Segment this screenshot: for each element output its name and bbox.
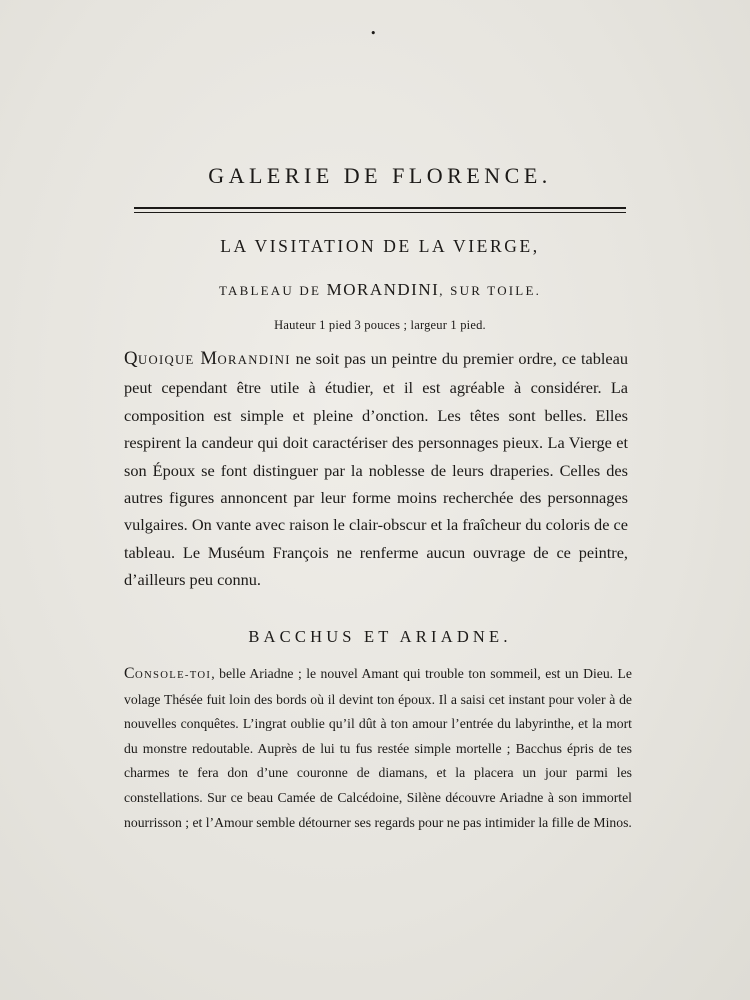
page-title: GALERIE DE FLORENCE. [208, 163, 552, 188]
subtitle-suffix: , SUR TOILE. [439, 283, 542, 298]
article1-title: LA VISITATION DE LA VIERGE, [220, 236, 540, 256]
article1-body: ne soit pas un peintre du premier ordre, ce tableau peut cependant être utile à étudier, et il est agréable à considérer. La composition est simple et pleine d’onction. Les têtes sont belles. Elles respirent la candeur qui doit caractériser des personnages pieux. La Vierge et son Époux se font distinguer par la noblesse de leurs draperies. Celles des autres figures annoncent par leur forme moins recherchée des personnages vulgaires. On vante avec raison le clair-obscur et la fraîcheur du coloris de ce tableau. Le Muséum François ne renferme aucun ouvrage de ce peintre, d’ailleurs peu connu. [124, 349, 628, 590]
article2-lead: CONSOLE-TOI [124, 665, 212, 682]
article1-paragraph [124, 345, 628, 594]
article2-body: , belle Ariadne ; le nouvel Amant qui trouble ton sommeil, est un Dieu. Le volage Thésée fuit loin des bords où il devint ton époux. Il a saisi cet instant pour voler à de nouvelles conquêtes. L’ingrat oublie qu’il dût à ton amour l’entrée du labyrinthe, et la mort du monstre redoutable. Auprès de lui tu fus restée simple mortelle ; Bacchus épris de tes charmes te fera don d’une couronne de diamans, et la placera un jour parmi les constellations. Sur ce beau Camée de Calcédoine, Silène découvre Ariadne à son immortel nourrisson ; et l’Amour semble détourner ses regards pour ne pas intimider la fille de Minos. [124, 666, 632, 830]
subtitle-artist-name: MORANDINI [326, 280, 440, 299]
article1-dimensions: Hauteur 1 pied 3 pouces ; largeur 1 pied. [274, 318, 486, 332]
top-mark: • [370, 27, 377, 40]
double-rule-divider [134, 207, 626, 213]
article2-paragraph [124, 662, 632, 835]
article1-lead: QUOIQUE MORANDINI [124, 348, 291, 369]
article1-subtitle [130, 280, 630, 301]
subtitle-prefix: TABLEAU DE [218, 283, 327, 298]
article2-title: BACCHUS ET ARIADNE. [248, 627, 512, 646]
